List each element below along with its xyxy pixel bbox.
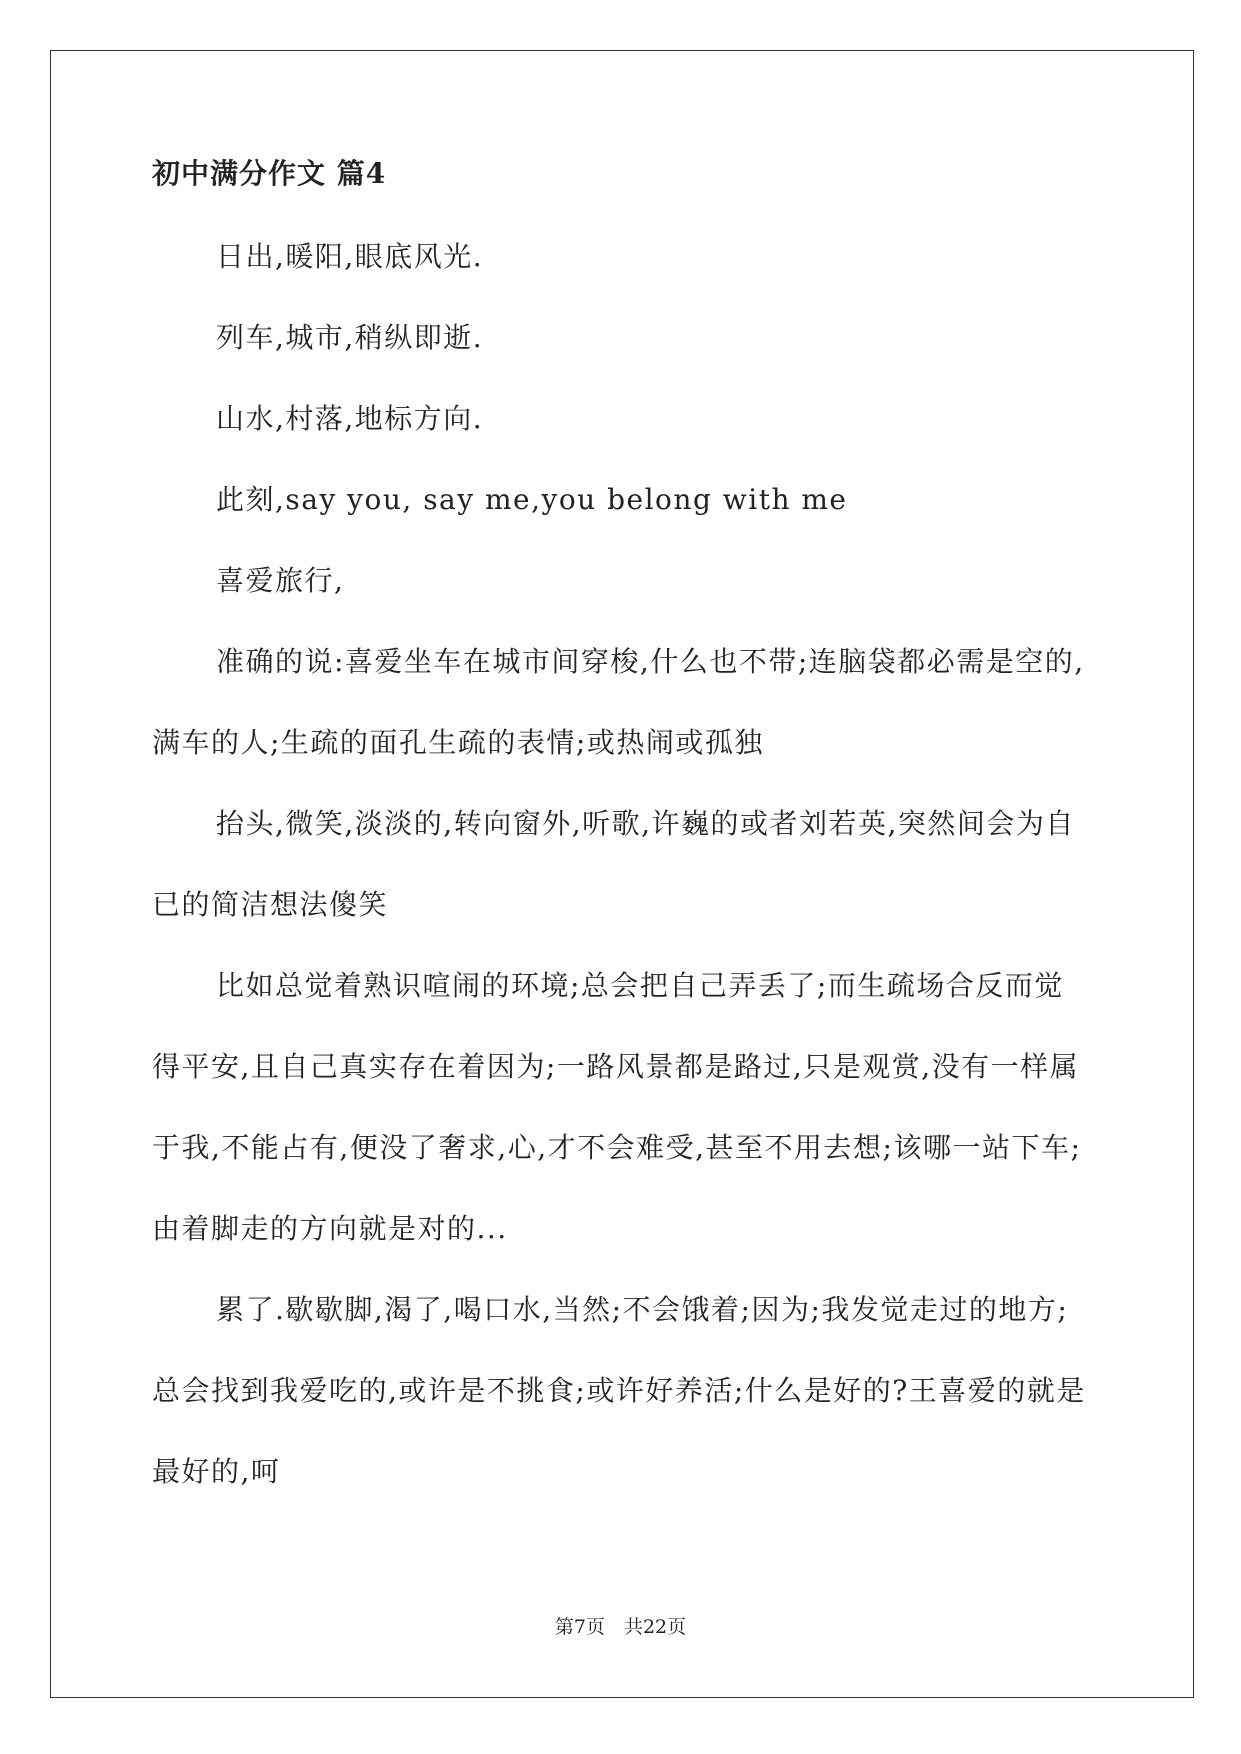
paragraph: 山水,村落,地标方向.	[216, 402, 484, 435]
paragraph: 喜爱旅行,	[216, 564, 345, 597]
paragraph: 准确的说:喜爱坐车在城市间穿梭,什么也不带;连脑袋都必需是空的,满车的人;生疏的面孔生疏的表情;或热闹或孤独	[152, 645, 1085, 759]
paragraph: 此刻,say you, say me,you belong with me	[216, 483, 848, 516]
paragraph: 抬头,微笑,淡淡的,转向窗外,听歌,许巍的或者刘若英,突然间会为自已的简洁想法傻笑	[152, 807, 1075, 921]
document-title: 初中满分作文 篇4	[152, 157, 387, 190]
document-body	[152, 157, 1092, 1512]
paragraph: 日出,暖阳,眼底风光.	[216, 240, 484, 273]
paragraph: 比如总觉着熟识喧闹的环境;总会把自己弄丢了;而生疏场合反而觉得平安,且自己真实存在着因为;一路风景都是路过,只是观赏,没有一样属于我,不能占有,便没了奢求,心,才不会难受,甚至不用去想;该哪一站下车;由着脚走的方向就是对的...	[152, 969, 1082, 1245]
page-number: 第7页 共22页	[554, 1616, 687, 1638]
paragraph: 列车,城市,稍纵即逝.	[216, 321, 484, 354]
paragraph: 累了.歇歇脚,渴了,喝口水,当然;不会饿着;因为;我发觉走过的地方;总会找到我爱吃的,或许是不挑食;或许好养活;什么是好的?王喜爱的就是最好的,呵	[152, 1293, 1086, 1488]
